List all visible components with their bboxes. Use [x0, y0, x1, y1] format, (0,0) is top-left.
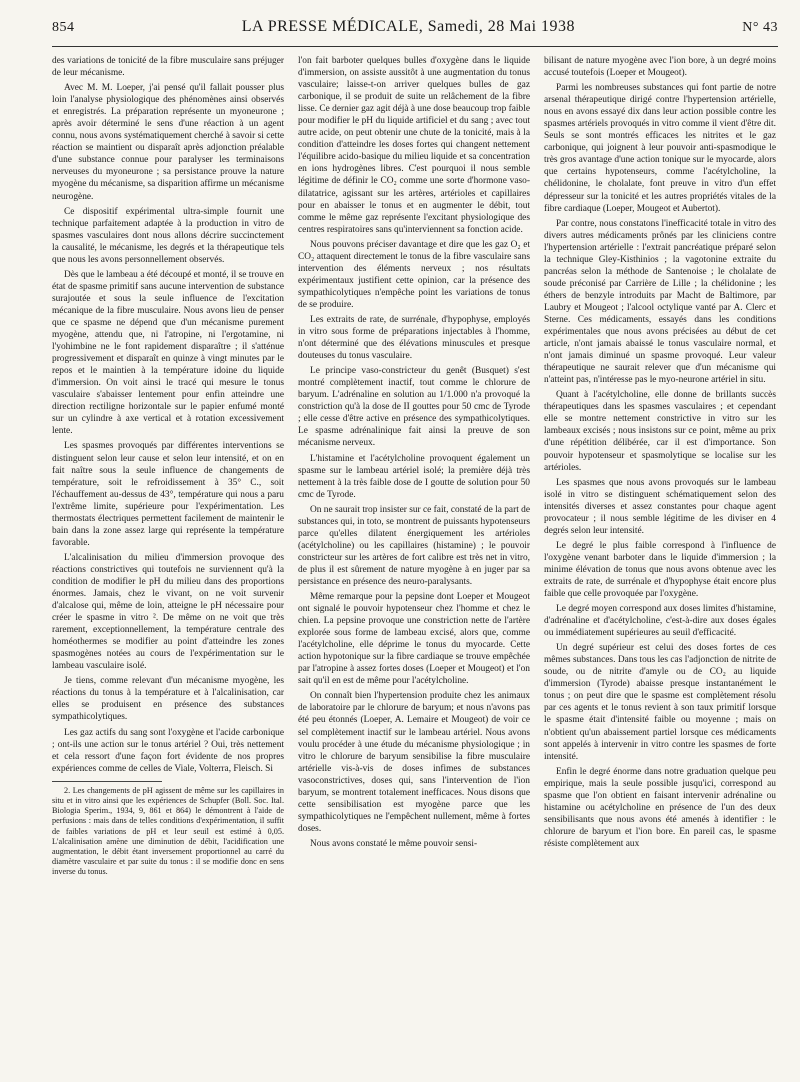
paragraph: bilisant de nature myogène avec l'ion bore, à un degré moins accusé toutefois (Loeper et Mougeot).	[544, 56, 776, 79]
paragraph: On connaît bien l'hypertension produite chez les animaux de laboratoire par le chlorure de baryum; et nous n'avons pas été peu étonnés (Loeper, A. Lemaire et Mougeot) de voir ce sel complètement inactif sur le lambeau artériel. Nous avons voulu procéder à une étude du mécanisme physiologique ; in vitro le chlorure de baryum sensibilise la fibre musculaire artérielle vis-à-vis de doses infimes de substances vasoconstrictives, doses qui, sans l'intervention de l'ion baryum, se montrent totalement inefficaces. Nous disons que cette sensibilisation est myogène parce que les sympathicolytiques ne l'empêchent nullement, même à fortes doses.	[298, 691, 530, 834]
issue-number: N° 43	[742, 20, 778, 35]
paragraph: Par contre, nous constatons l'inefficacité totale in vitro des divers autres médicaments prônés par les cliniciens contre l'hypertension artérielle : l'extrait pancréatique préparé selon la technique Gley-Kisthinios ; la vagotonine extraite du pancréas selon la méthode de Santenoise ; le cholalate de soude préconisé par Carrière de Lille ; la chélidonine ; les éthers de benzyle introduits par Macht de Baltimore, par Laubry et Mougeot ; l'alcool octylique vanté par A. Clerc et Sterne. Ces médicaments, essayés dans les conditions expérimentales que nous avons précisées au début de cet article, n'ont jamais abaissé le tonus vasculaire normal, et n'ont jamais diminué un spasme provoqué. Leur valeur thérapeutique ne saurait relever que d'un mécanisme qui n'atteint pas, n'intéresse pas le myo-neurone artériel in situ.	[544, 218, 776, 386]
journal-title: LA PRESSE MÉDICALE, Samedi, 28 Mai 1938	[241, 18, 576, 35]
paragraph: Quant à l'acétylcholine, elle donne de brillants succès thérapeutiques dans les spasmes vasculaires ; et cependant elle se montre nettement constrictive in vitro sur les lambeaux excisés ; nous insistons sur ce point, même au prix d'une répétition délibérée, car il est d'importance. Son pouvoir hypotenseur et spasmolytique se localise sur les artérioles.	[544, 390, 776, 473]
paragraph: Les extraits de rate, de surrénale, d'hypophyse, employés in vitro sous forme de préparations injectables à l'homme, n'ont déterminé que des élévations minuscules et presque douteuses du tonus vasculaire.	[298, 314, 530, 362]
page-number: 854	[52, 20, 75, 35]
paragraph: Les gaz actifs du sang sont l'oxygène et l'acide carbonique ; ont-ils une action sur le tonus artériel ? Oui, très nettement et cela ressort d'une façon fort évidente de nos propres expériences comme de celles de Viale, Volterra, Fleisch. Si	[52, 727, 284, 774]
footnote	[52, 786, 284, 878]
footnote-divider	[52, 781, 162, 782]
paragraph: Même remarque pour la pepsine dont Loeper et Mougeot ont signalé le pouvoir hypotenseur chez l'homme et chez le chien. La pepsine provoque une constriction nette de l'artère explorée sous forme de lambeau excisé, alors que, comme l'acétylcholine, elle déprime le tonus du myocarde. Cette action hypotonique sur la fibre cardiaque se trouve empêchée par l'atropine à assez fortes doses (Loeper et Mougeot) et l'on sait qu'il en est de même pour l'acétylcholine.	[298, 592, 530, 687]
paragraph: Un degré supérieur est celui des doses fortes de ces mêmes substances. Dans tous les cas l'adjonction de nitrite de soude, ou de nitrite d'amyle ou de CO₂ au liquide d'immersion (Tyrode) abaisse presque instantanément le tonus ; on peut dire que le spasme est complètement résolu par ces agents et le tonus revient à son taux primitif lorsque le spasme était d'intensité faible ou moyenne ; mais on n'obtient qu'un abaissement partiel lorsque ces médicaments sont appelés à intervenir in vitro contre les spasmes de forte intensité.	[544, 643, 776, 762]
paragraph: Nous pouvons préciser davantage et dire que les gaz O₂ et CO₂ attaquent directement le tonus de la fibre vasculaire sans intervention des éléments nerveux ; nos résultats expérimentaux justifient cette opinion, car la présence des sympathicolytiques n'empêche point les variations de tonus de se produire.	[298, 239, 530, 310]
paragraph: Les spasmes provoqués par différentes interventions se distinguent selon leur cause et selon leur intensité, et on en fait naître sous la seule influence de changements de température, soit le refroidissement à 35° C., soit l'échauffement au-dessus de 43°, température qui nous a paru l'extrême limite, supérieure pour l'expérimentation. Les thermostats électriques permettent facilement de maintenir le bain dans la zone assez large qui représente la température favorable.	[52, 441, 284, 548]
paragraph: On ne saurait trop insister sur ce fait, constaté de la part de substances qui, in toto, se montrent de puissants hypotenseurs parce qu'elles dilatent énergiquement les artérioles (acétylcholine) ou les capillaires (histamine) ; le pouvoir constricteur sur les artères de fort calibre est très net in vitro, de plus il est sûrement de nature myogène à en juger par sa persistance en présence des neuro-paralysants.	[298, 504, 530, 587]
paragraph: Je tiens, comme relevant d'un mécanisme myogène, les réactions du tonus à la température et à l'alcalinisation, car elles se produisent en présence des substances sympathicolytiques.	[52, 676, 284, 723]
page-header	[52, 18, 778, 47]
paragraph: Nous avons constaté le même pouvoir sensi-	[310, 838, 478, 849]
paragraph: Ce dispositif expérimental ultra-simple fournit une technique parfaitement adaptée à la production in vitro de spasmes vasculaires dont nous allons décrire succinctement la causalité, le mécanisme, les degrés et la thérapeutique tels que nous les avons personnellement observés.	[52, 206, 284, 265]
text-columns	[52, 55, 778, 1075]
column-2	[298, 55, 530, 1075]
column-3	[544, 55, 776, 1075]
paragraph: Parmi les nombreuses substances qui font partie de notre arsenal thérapeutique dirigé contre l'hypertension artérielle, nous en avons essayé dix dans leur action possible contre les spasmes artériels provoqués in vitro comme il vient d'être dit. Seuls se sont montrés efficaces les nitrites et le gaz carbonique, qui joignent à leur pouvoir anti-spasmodique le très gros avantage d'une action tonique sur le myocarde, alors que certains hypotenseurs, comme l'acétylcholine, la chélidonine, le cholalate, font preuve in vitro d'un effet dépresseur sur la tonicité et les autres propriétés vitales de la fibre cardiaque (Loeper, Mougeot et Aubertot).	[544, 83, 776, 214]
paragraph: Le degré le plus faible correspond à l'influence de l'oxygène venant barboter dans le liquide d'immersion ; la minime élévation de tonus que nous avons obtenue avec les extraits de rate, de surrénale et d'hypophyse était encore plus faible que celle provoquée par l'oxygène.	[544, 540, 776, 600]
paragraph: L'histamine et l'acétylcholine provoquent également un spasme sur le lambeau artériel isolé; la première déjà très nettement à la très faible dose de I goutte de solution pour 50 cmc de Tyrode.	[298, 453, 530, 500]
paragraph: Les spasmes que nous avons provoqués sur le lambeau isolé in vitro se distinguent schématiquement selon des intensités diverses et assez constantes pour chaque agent provocateur ; il nous semble légitime de les diviser en 4 degrés selon leur intensité.	[544, 477, 776, 536]
paragraph: Le degré moyen correspond aux doses limites d'histamine, d'adrénaline et d'acétylcholine, c'est-à-dire aux doses égales ou immédiatement supérieures au seuil d'efficacité.	[544, 604, 776, 639]
paragraph: L'alcalinisation du milieu d'immersion provoque des réactions constrictives qui toutefois ne surviennent qu'à la condition de modifier le pH du milieu dans des proportions énormes. Jamais, chez le vivant, on ne voit survenir d'alcalose qui, même de loin, atteigne le pH nécessaire pour créer le spasme in vitro ². De même on ne voit que très rarement, exceptionnellement, la température centrale des homéothermes se modifier au point d'atteindre les zones spasmogènes notées au cours de l'expérimentation sur le lambeau vasculaire isolé.	[52, 552, 284, 672]
footnote-text: 2. Les changements de pH agissent de même sur les capillaires in situ et in vitro ainsi que les expériences de Schupfer (Boll. Soc. Ital. Biologia Sperim., 1934, 9, 861 et 864) le démontrent à l'aide de perfusions : mais dans de telles conditions d'expérimentation, il suffit de faibles variations de pH et leur seuil est estimé à 0,05. L'alcalinisation amène une diminution de débit, l'acidification une augmentation, le débit étant inversement proportionnel au carré du diamètre vasculaire et par suite du tonus : il se modifie donc en sens inverse du tonus.	[52, 785, 284, 877]
paragraph: Enfin le degré énorme dans notre graduation quelque peu empirique, mais la seule possible jusqu'ici, correspond au spasme que l'on obtient en faisant intervenir adrénaline ou histamine ou acétylcholine en présence de l'un des deux sensibilisants que nous avons été amenés à identifier : le chlorure de baryum et l'ion bore. En pareil cas, le spasme résiste complètement aux	[544, 766, 776, 849]
paragraph: des variations de tonicité de la fibre musculaire sans préjuger de leur mécanisme.	[52, 56, 284, 79]
paragraph: Dès que le lambeau a été découpé et monté, il se trouve en état de spasme primitif sans aucune intervention de substance surajoutée et sous la seule influence de l'excitation mécanique de la fibre musculaire. Nous avons lieu de penser que ce spasme ne dépend que d'un mécanisme purement myogène, attendu que, ni l'atropine, ni l'ergotamine, ni l'yohimbine ne le font rapidement disparaître ; il s'atténue progressivement et disparaît en quinze à vingt minutes par le repos et le maintien à la température idoine du liquide d'immersion. On voit ainsi le tracé qui mesure le tonus vasculaire s'abaisser lentement pour enfin atteindre une direction rectiligne horizontale sur le papier enfumé monté sur un cylindre à axe vertical et à rotation excessivement lente.	[52, 269, 284, 437]
paragraph: Le principe vaso-constricteur du genêt (Busquet) s'est montré complètement inactif, tout comme le chlorure de baryum. L'adrénaline en solution au 1/1.000 n'a provoqué la constriction qu'à la dose de II gouttes pour 50 cmc de Tyrode ; elle cesse d'être active en présence des sympathicolytiques. Le spasme adrénalinique fait ainsi la preuve de son mécanisme nerveux.	[298, 366, 530, 449]
paragraph: l'on fait barboter quelques bulles d'oxygène dans le liquide d'immersion, on assiste aussitôt à une augmentation du tonus vasculaire; laisse-t-on arriver quelques bulles de gaz carbonique, il se produit de suite un relâchement de la fibre lisse. Ce dernier gaz agit déjà à une dose beaucoup trop faible pour modifier le pH du liquide artificiel et du sang ; avec tout autre acide, on peut obtenir une chute de la tonicité, mais à la condition d'atteindre les doses fortes qui changent nettement l'équilibre acido-basique du milieu liquide et sa concentration en ions hydrogènes libres. C'est pourquoi il nous semble légitime de définir le CO₂ comme une sorte d'hormone vaso-dilatatrice, agissant sur les artères, artérioles et capillaires pour en abaisser le tonus et en augmenter le débit, tout comme le même gaz représente l'excitant physiologique des centres respiratoires sans qu'interviennent sa fonction acide.	[298, 56, 530, 235]
column-1	[52, 55, 284, 1075]
paragraph: Avec M. M. Loeper, j'ai pensé qu'il fallait pousser plus loin l'analyse physiologique des phénomènes ainsi observés et enregistrés. La préparation représente un myoneurone ; après avoir déterminé le sens d'une réaction à un agent connu, nous avons systématiquement cherché à savoir si cette réaction se maintient ou disparaît après adjonction préalable d'une substance connue pour paralyser les terminaisons nerveuses du myoneurone ; sa persistance prouve la nature myogène du mécanisme, sa disparition affirme un mécanisme neurogène.	[52, 83, 284, 202]
